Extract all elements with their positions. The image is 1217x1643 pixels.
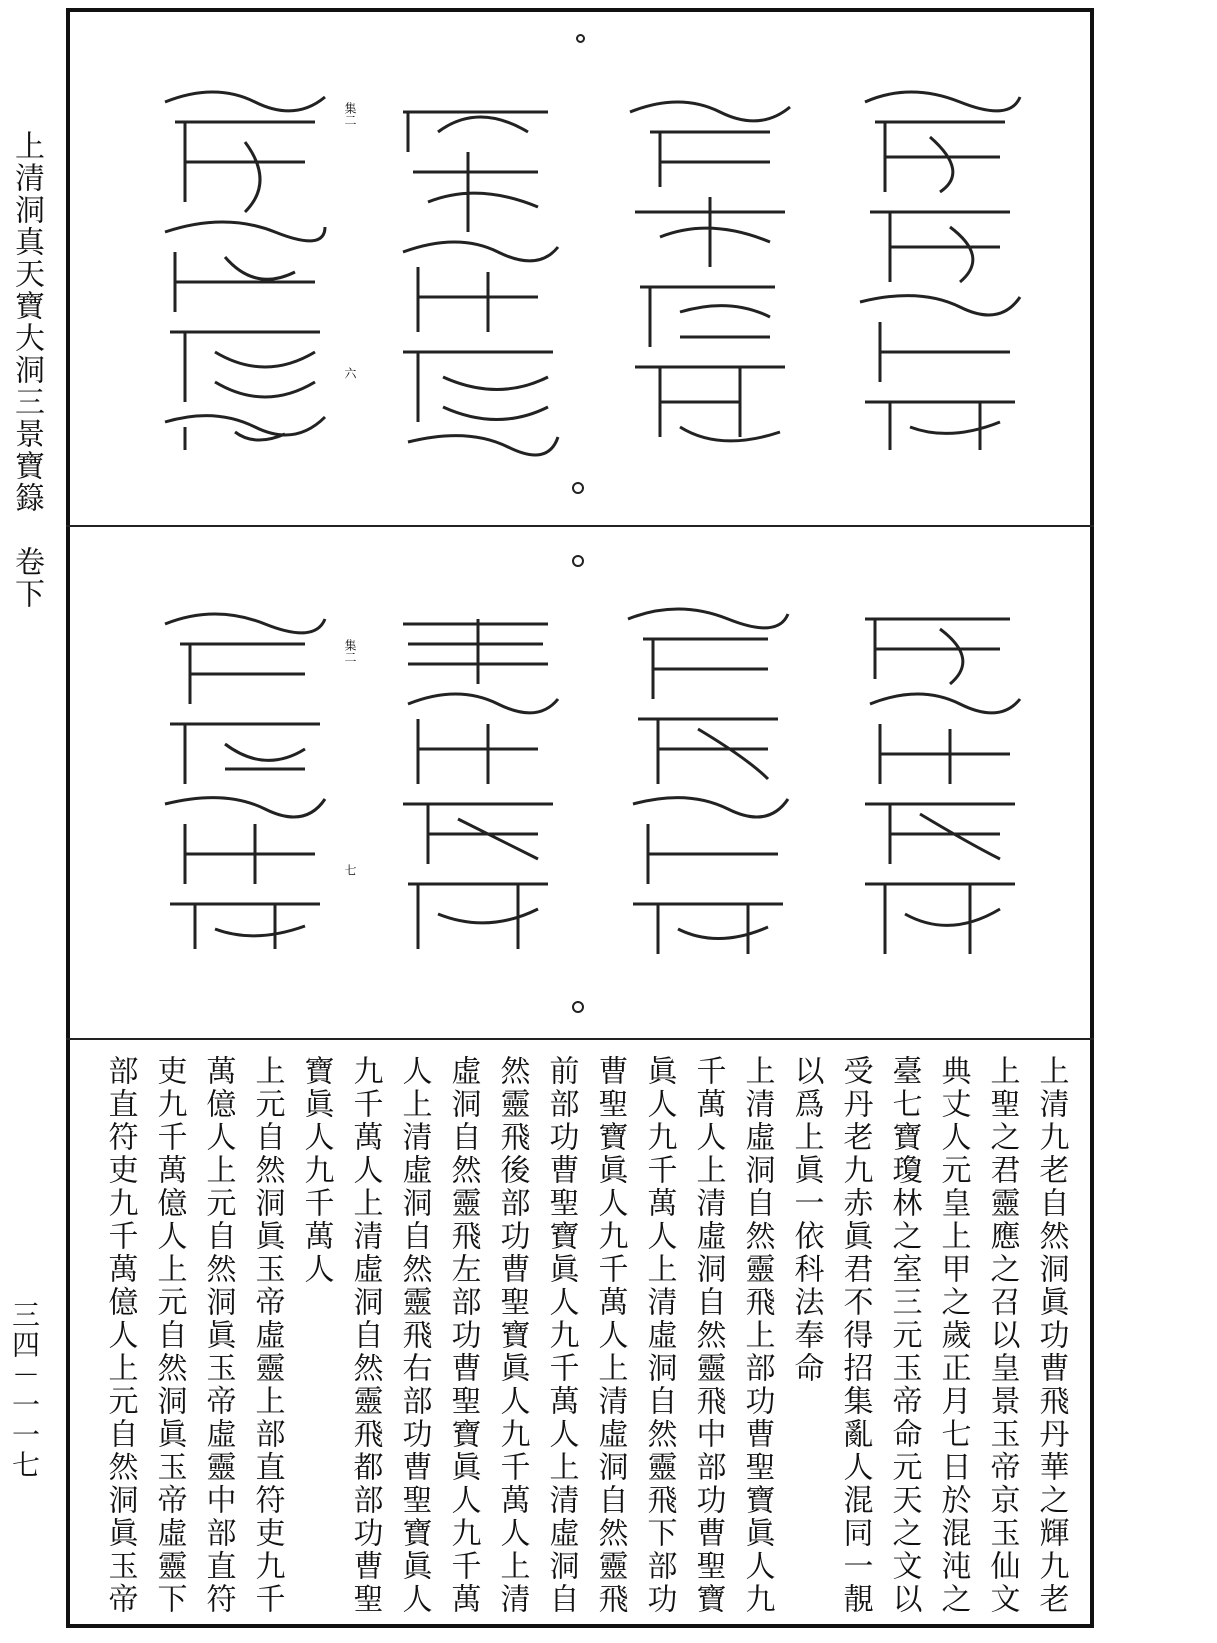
text-column: 萬億人上元自然洞眞玉帝虛靈中部直符 bbox=[200, 1055, 236, 1616]
seal-script-column bbox=[618, 599, 793, 959]
text-column: 臺七寶瓊林之室三元玉帝命元天之文以 bbox=[886, 1055, 922, 1616]
text-column: 受丹老九赤眞君不得招集亂人混同一靚 bbox=[837, 1055, 873, 1616]
seal-script-column bbox=[850, 82, 1025, 452]
seal-script-column bbox=[620, 87, 795, 457]
text-column: 人上清虛洞自然靈飛右部功曹聖寶眞人 bbox=[396, 1055, 432, 1616]
text-column: 上清虛洞自然靈飛上部功曹聖寶眞人九 bbox=[739, 1055, 775, 1616]
text-panel bbox=[80, 1055, 1085, 1620]
circle-mark bbox=[572, 1001, 584, 1013]
text-column: 上元自然洞眞玉帝虛靈上部直符吏九千 bbox=[249, 1055, 285, 1616]
seal-script-column bbox=[155, 82, 330, 452]
circle-mark bbox=[576, 34, 585, 43]
text-column: 千萬人上清虛洞自然靈飛中部功曹聖寶 bbox=[690, 1055, 726, 1616]
seal-script-column bbox=[388, 604, 563, 954]
text-column: 九千萬人上清虛洞自然靈飛都部功曹聖 bbox=[347, 1055, 383, 1616]
text-column: 虛洞自然靈飛左部功曹聖寶眞人九千萬 bbox=[445, 1055, 481, 1616]
page-number: 三四－一一七 bbox=[8, 1300, 41, 1480]
text-column: 然靈飛後部功曹聖寶眞人九千萬人上清 bbox=[494, 1055, 530, 1616]
seal-note: 六 bbox=[343, 367, 357, 379]
seal-script-column bbox=[155, 604, 330, 954]
seal-script-column bbox=[850, 599, 1025, 959]
text-column: 寶眞人九千萬人 bbox=[298, 1055, 334, 1286]
seal-script-column bbox=[388, 92, 563, 462]
seal-note: 集二 bbox=[343, 639, 357, 663]
text-column: 前部功曹聖寶眞人九千萬人上清虛洞自 bbox=[543, 1055, 579, 1616]
text-column: 典丈人元皇上甲之歲正月七日於混沌之 bbox=[935, 1055, 971, 1616]
circle-mark bbox=[572, 555, 584, 567]
divider-line bbox=[66, 1038, 1094, 1040]
text-column: 曹聖寶眞人九千萬人上清虛洞自然靈飛 bbox=[592, 1055, 628, 1616]
seal-note: 七 bbox=[343, 864, 357, 876]
circle-mark bbox=[572, 482, 584, 494]
seal-script-panel-bottom bbox=[70, 529, 1090, 1035]
text-column: 上清九老自然洞眞功曹飛丹華之輝九老 bbox=[1033, 1055, 1069, 1616]
text-column: 以爲上眞一依科法奉命 bbox=[788, 1055, 824, 1385]
text-column: 眞人九千萬人上清虛洞自然靈飛下部功 bbox=[641, 1055, 677, 1616]
divider-line bbox=[66, 525, 1094, 527]
text-column: 部直符吏九千萬億人上元自然洞眞玉帝 bbox=[102, 1055, 138, 1616]
side-title: 上清洞真天寶大洞三景寶籙 卷下 bbox=[9, 130, 44, 610]
seal-note: 集二 bbox=[343, 102, 357, 126]
text-column: 吏九千萬億人上元自然洞眞玉帝虛靈下 bbox=[151, 1055, 187, 1616]
text-column: 上聖之君靈應之召以皇景玉帝京玉仙文 bbox=[984, 1055, 1020, 1616]
seal-script-panel-top bbox=[70, 12, 1090, 522]
